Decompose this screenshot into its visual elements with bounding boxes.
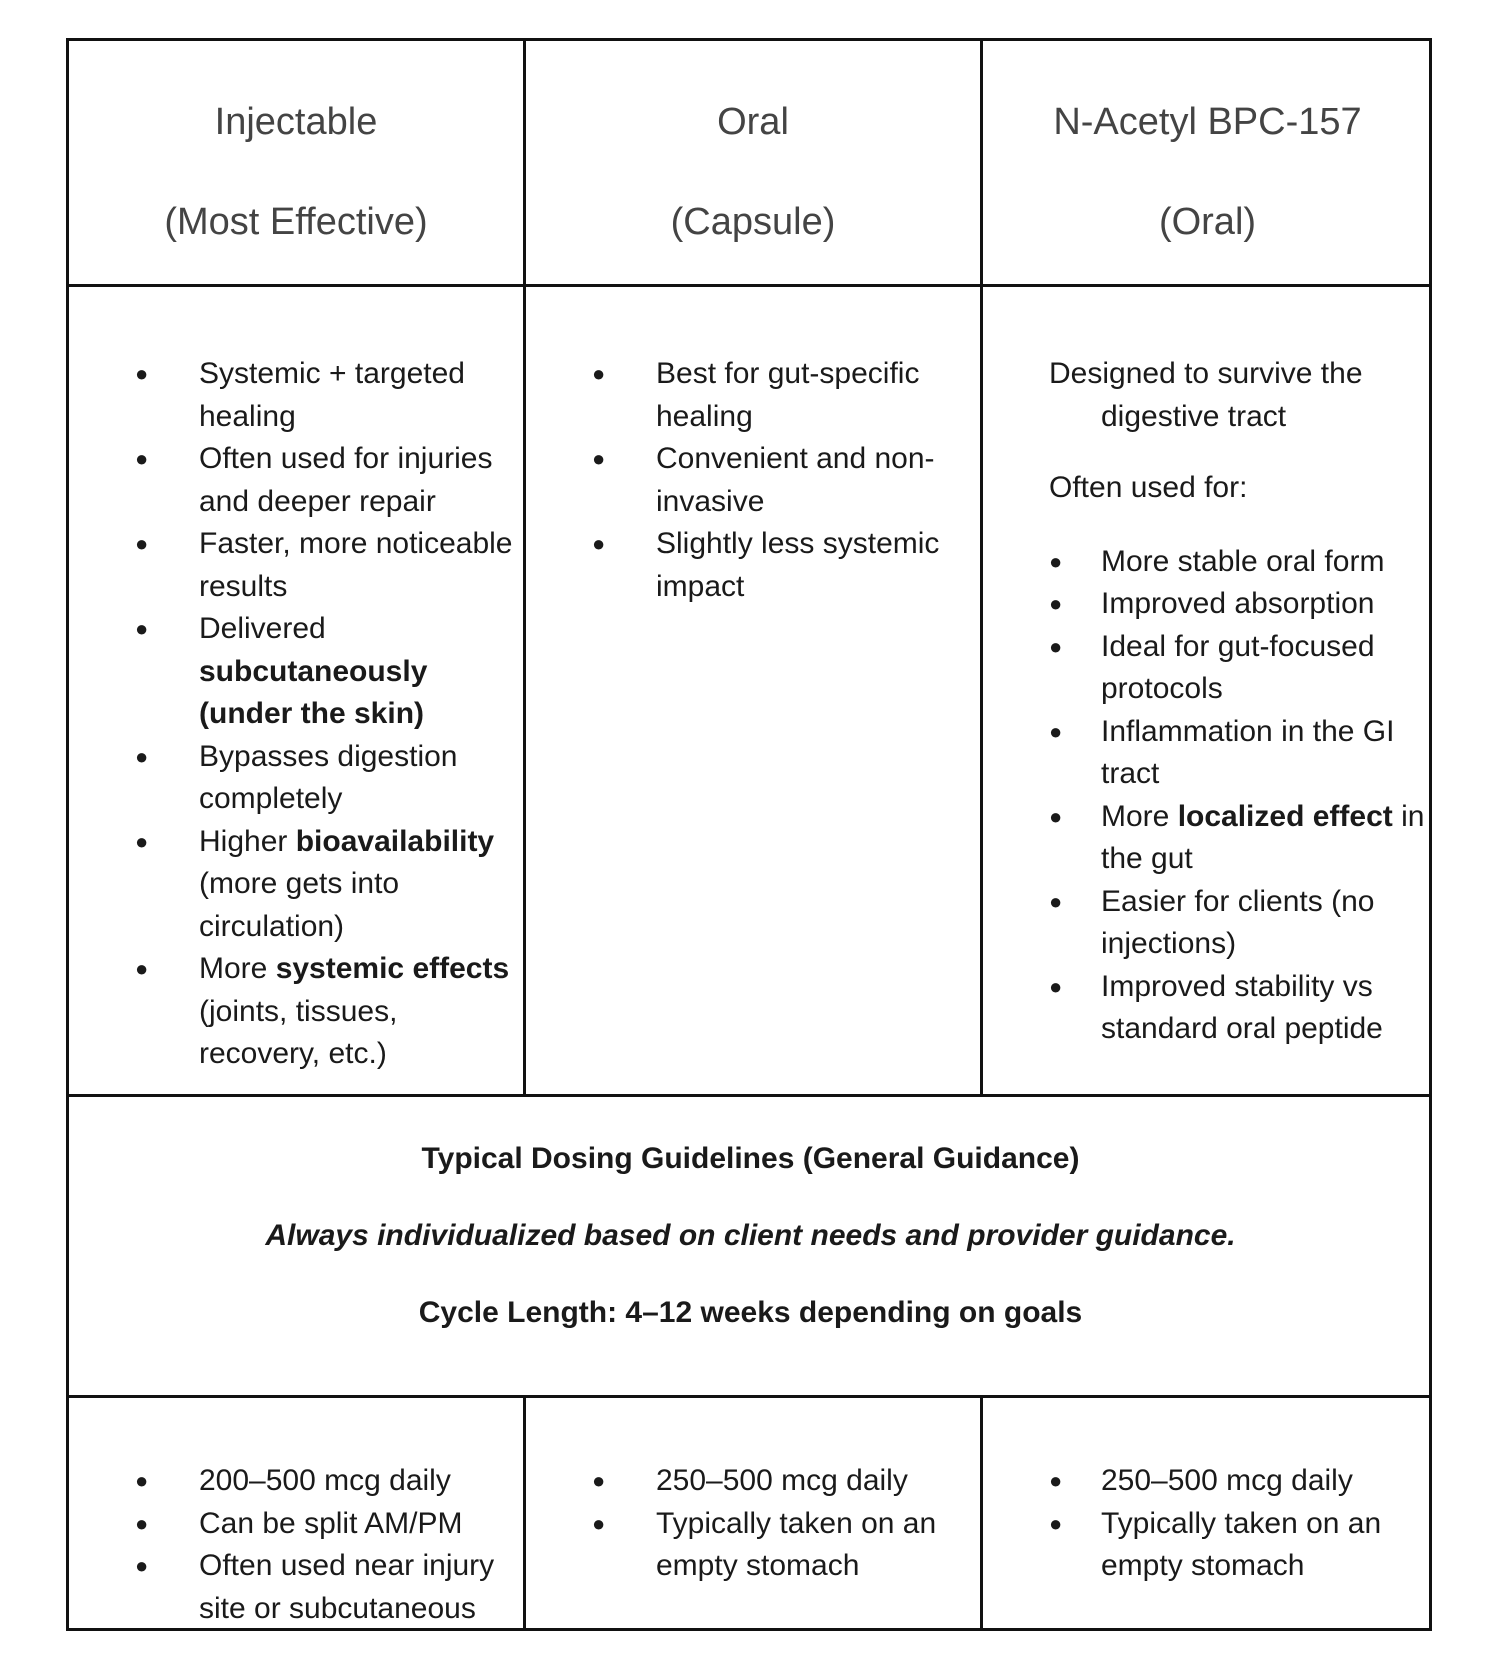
list-item: ● Best for gut-specific healing	[592, 353, 976, 438]
list-item: ● Convenient and non-invasive	[592, 438, 976, 523]
injectable-dosing	[135, 1460, 519, 1630]
column-divider	[523, 1395, 526, 1631]
oral-dosing	[592, 1460, 976, 1588]
header-title: Oral	[717, 101, 789, 143]
dosing-note: Always individualized based on client needs and provider guidance.	[265, 1219, 1236, 1252]
nacetyl-dosing	[1049, 1460, 1433, 1588]
injectable-benefits	[135, 353, 519, 1076]
list-item: ● Faster, more noticeable results	[135, 523, 519, 608]
nacetyl-benefits	[1049, 353, 1433, 1051]
oral-benefits	[592, 353, 976, 608]
nacetyl-used-for: Often used for:	[1049, 471, 1248, 504]
header-title: N-Acetyl BPC-157	[1053, 101, 1362, 143]
list-item: ● 250–500 mcg daily	[1049, 1460, 1433, 1503]
cycle-length: Cycle Length: 4–12 weeks depending on goals	[418, 1296, 1083, 1329]
list-item: ● Delivered subcutaneously (under the skin)	[135, 608, 519, 736]
header-nacetyl	[983, 41, 1432, 284]
nacetyl-intro: Designed to survive the digestive tract	[1049, 357, 1363, 433]
list-item: ● More systemic effects (joints, tissues, recovery, etc.)	[135, 948, 519, 1076]
list-item: ● Systemic + targeted healing	[135, 353, 519, 438]
list-item: ● Inflammation in the GI tract	[1049, 711, 1433, 796]
column-divider	[980, 1395, 983, 1631]
list-item: ● Slightly less systemic impact	[592, 523, 976, 608]
list-item: ● Ideal for gut-focused protocols	[1049, 626, 1433, 711]
list-item: ● Can be split AM/PM	[135, 1503, 519, 1546]
list-item: ● 250–500 mcg daily	[592, 1460, 976, 1503]
list-item: ● Bypasses digestion completely	[135, 736, 519, 821]
header-subtitle: (Capsule)	[670, 201, 836, 243]
list-item: ● Often used near injury site or subcutaneous	[135, 1545, 519, 1630]
list-item: ● Typically taken on an empty stomach	[592, 1503, 976, 1588]
list-item: ● More stable oral form	[1049, 541, 1433, 584]
list-item: ● Improved stability vs standard oral peptide	[1049, 966, 1433, 1051]
list-item: ● Easier for clients (no injections)	[1049, 881, 1433, 966]
header-oral	[526, 41, 980, 284]
header-subtitle: (Oral)	[1158, 201, 1257, 243]
header-subtitle: (Most Effective)	[164, 201, 428, 243]
column-divider	[523, 284, 526, 1097]
list-item: ● Improved absorption	[1049, 583, 1433, 626]
list-item: ● More localized effect in the gut	[1049, 796, 1433, 881]
row-divider	[69, 1395, 1429, 1398]
list-item: ● 200–500 mcg daily	[135, 1460, 519, 1503]
dosing-title: Typical Dosing Guidelines (General Guidance)	[421, 1142, 1080, 1175]
list-item: ● Higher bioavailability (more gets into circulation)	[135, 821, 519, 949]
header-title: Injectable	[214, 101, 378, 143]
list-item: ● Often used for injuries and deeper repair	[135, 438, 519, 523]
comparison-table	[66, 38, 1432, 1631]
row-divider	[69, 284, 1429, 287]
header-injectable	[69, 41, 523, 284]
column-divider	[980, 284, 983, 1097]
dosing-guidelines	[69, 1097, 1432, 1395]
list-item: ● Typically taken on an empty stomach	[1049, 1503, 1433, 1588]
